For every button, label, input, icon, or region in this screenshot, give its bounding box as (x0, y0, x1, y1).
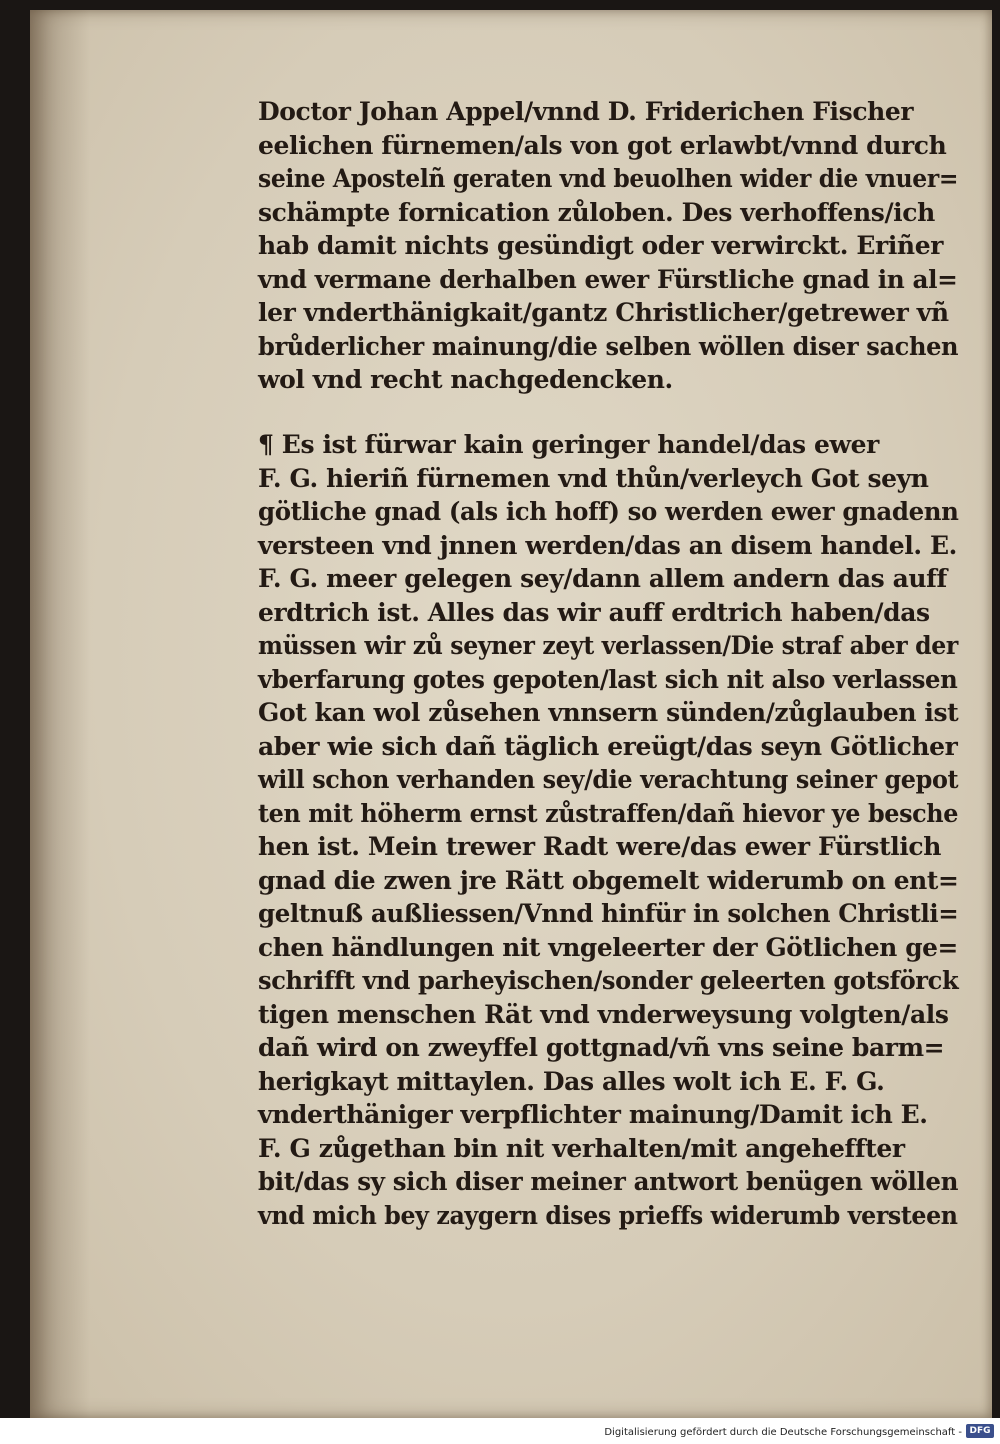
text-line: eelichen fürnemen/als von got erlawbt/vnnd durch (258, 130, 947, 160)
text-line: aber wie sich dañ täglich ereügt/das seyn Götlicher (258, 731, 958, 761)
paragraph-1 (258, 95, 958, 397)
text-line: gnad die zwen jre Rätt obgemelt widerumb on ent= (258, 865, 959, 895)
text-line: götliche gnad (als ich hoff) so werden ewer gnadenn (258, 497, 959, 526)
text-line: will schon verhanden sey/die verachtung seiner gepot (258, 765, 959, 794)
text-line: F. G. meer gelegen sey/dann allem andern das auff (258, 564, 947, 593)
text-line: schämpte fornication zůloben. Des verhoffens/ich (258, 197, 935, 227)
footer-credit: Digitalisierung gefördert durch die Deutsche Forschungsgemeinschaft - (604, 1427, 962, 1438)
text-line: hab damit nichts gesündigt oder verwirckt. Eriñer (258, 231, 943, 260)
text-line: F. G. hieriñ fürnemen vnd thůn/verleych Got seyn (258, 463, 929, 493)
text-line: geltnuß außliessen/Vnnd hinfür in solchen Christli= (258, 899, 959, 928)
text-line: vnd vermane derhalben ewer Fürstliche gnad in al= (258, 264, 958, 294)
text-line: erdtrich ist. Alles das wir auff erdtrich haben/das (258, 597, 930, 627)
text-line: hen ist. Mein trewer Radt were/das ewer Fürstlich (258, 832, 942, 861)
text-line: versteen vnd jnnen werden/das an disem handel. E. (258, 530, 957, 560)
text-line: ler vnderthänigkait/gantz Christlicher/getrewer vñ (258, 298, 949, 327)
text-line: ¶ Es ist fürwar kain geringer handel/das ewer (258, 430, 879, 459)
text-line: tigen menschen Rät vnd vnderweysung volgten/als (258, 999, 949, 1029)
text-line: vnderthäniger verpflichter mainung/Damit ich E. (258, 1100, 928, 1129)
text-line: Got kan wol zůsehen vnnsern sünden/zůglauben ist (258, 698, 959, 727)
text-line: chen händlungen nit vngeleerter der Götlichen ge= (258, 932, 958, 962)
text-line: seine Apostelñ geraten vnd beuolhen wider die vnuer= (258, 164, 959, 193)
text-line: vnd mich bey zaygern dises prieffs widerumb versteen (258, 1200, 958, 1230)
text-line: Doctor Johan Appel/vnnd D. Friderichen Fischer (258, 97, 914, 126)
text-line: bit/das sy sich diser meiner antwort benügen wöllen (258, 1167, 959, 1196)
text-line: herigkayt mittaylen. Das alles wolt ich E. F. G. (258, 1066, 885, 1096)
text-line: vberfarung gotes gepoten/last sich nit also verlassen (258, 664, 958, 694)
text-line: schrifft vnd parheyischen/sonder geleerten gotsförck (258, 966, 959, 995)
page-gutter-shadow (30, 10, 90, 1418)
dfg-logo: DFG (966, 1424, 994, 1438)
text-line: F. G zůgethan bin nit verhalten/mit angeheffter (258, 1133, 905, 1163)
footer-bar (0, 1418, 1000, 1444)
text-line: müssen wir zů seyner zeyt verlassen/Die straf aber der (258, 631, 958, 660)
text-line: brůderlicher mainung/die selben wöllen diser sachen (258, 331, 959, 361)
text-line: dañ wird on zweyffel gottgnad/vñ vns seine barm= (258, 1033, 945, 1062)
text-line: wol vnd recht nachgedencken. (258, 365, 673, 394)
text-line: ten mit höherm ernst zůstraffen/dañ hievor ye besche (258, 798, 959, 828)
paragraph-2 (258, 428, 958, 1232)
